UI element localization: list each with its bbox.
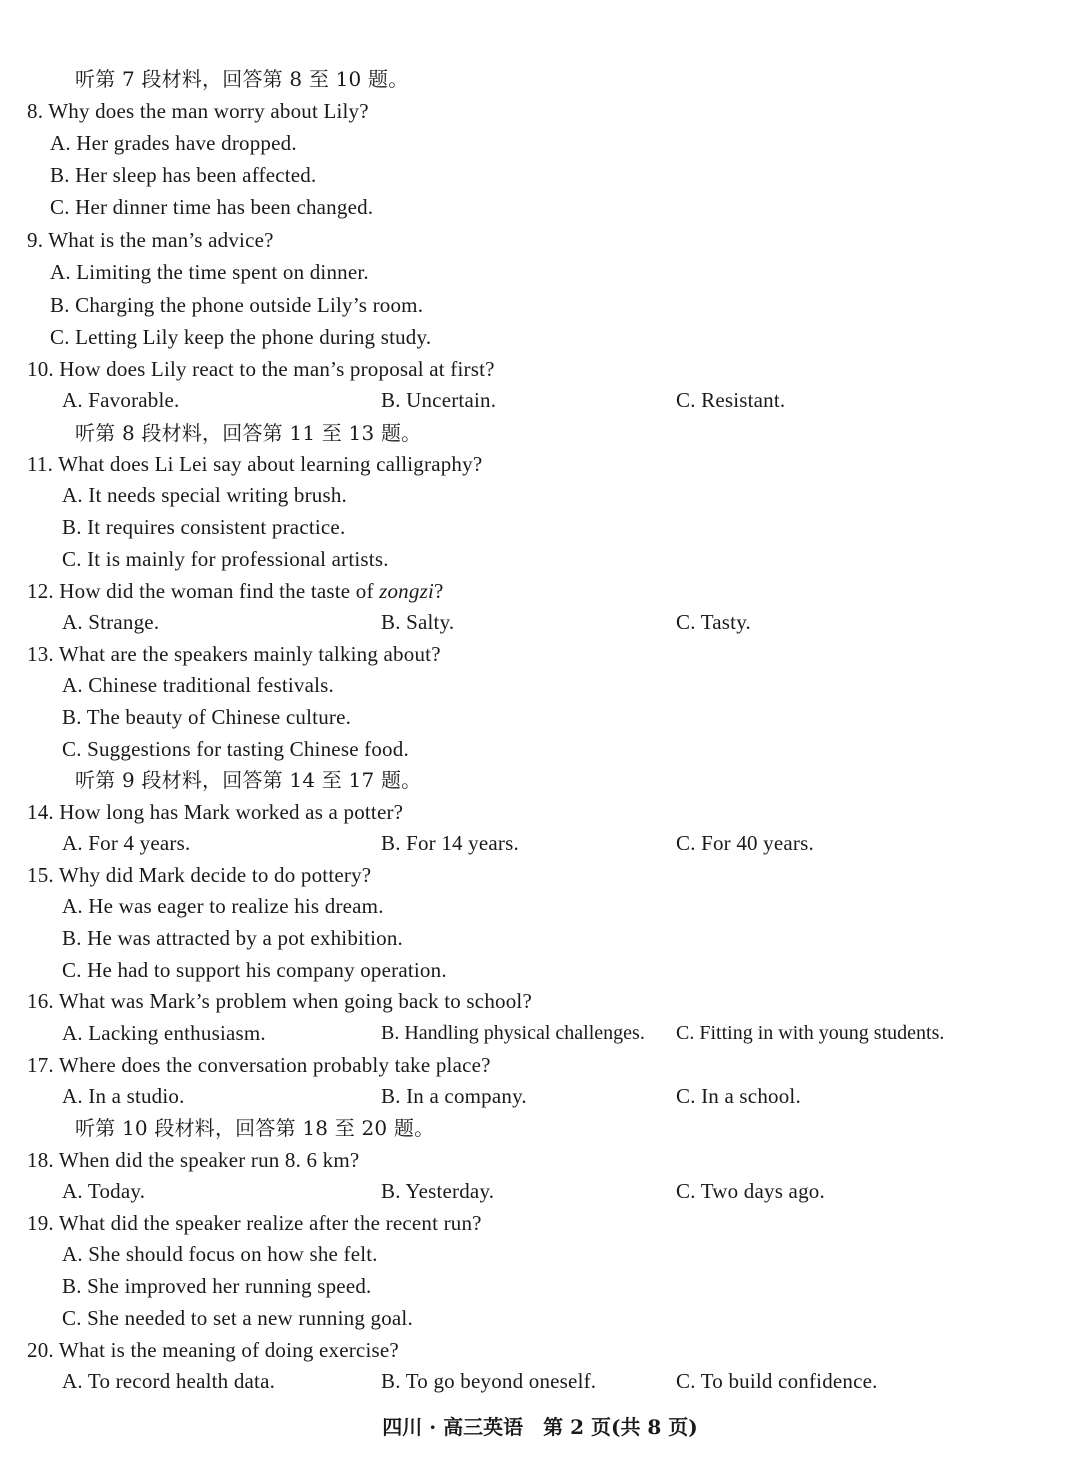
q8-option-c: C. Her dinner time has been changed. — [50, 195, 374, 219]
page-footer: 四川 · 高三英语 第 2 页(共 8 页) — [382, 1415, 698, 1439]
q18-option-b: B. Yesterday. — [381, 1179, 495, 1203]
question-8: 8. Why does the man worry about Lily? — [27, 99, 369, 123]
q15-option-b: B. He was attracted by a pot exhibition. — [62, 926, 403, 950]
q9-option-c: C. Letting Lily keep the phone during study. — [50, 325, 432, 349]
section-header-10: 听第 10 段材料，回答第 18 至 20 题。 — [75, 1116, 435, 1140]
q15-option-c: C. He had to support his company operation. — [62, 958, 447, 982]
q12-text-italic: zongzi — [379, 579, 434, 603]
question-13: 13. What are the speakers mainly talking about? — [27, 642, 441, 666]
q14-option-a: A. For 4 years. — [62, 831, 191, 855]
question-15: 15. Why did Mark decide to do pottery? — [27, 863, 372, 887]
q8-option-b: B. Her sleep has been affected. — [50, 163, 317, 187]
q12-option-b: B. Salty. — [381, 610, 455, 634]
q16-option-b: B. Handling physical challenges. — [381, 1022, 645, 1044]
section-header-8: 听第 8 段材料，回答第 11 至 13 题。 — [75, 421, 422, 445]
q12-option-c: C. Tasty. — [676, 610, 752, 634]
q11-option-c: C. It is mainly for professional artists. — [62, 547, 389, 571]
q15-option-a: A. He was eager to realize his dream. — [62, 894, 384, 918]
q10-option-b: B. Uncertain. — [381, 388, 497, 412]
q10-option-c: C. Resistant. — [676, 388, 786, 412]
question-17: 17. Where does the conversation probably take place? — [27, 1053, 491, 1077]
q17-option-c: C. In a school. — [676, 1084, 801, 1108]
q12-text-pre: 12. How did the woman find the taste of — [27, 579, 380, 603]
question-18: 18. When did the speaker run 8. 6 km? — [27, 1148, 360, 1172]
q10-option-a: A. Favorable. — [62, 388, 180, 412]
q9-option-b: B. Charging the phone outside Lily’s room. — [50, 293, 424, 317]
q12-text-post: ? — [434, 579, 444, 603]
q14-option-b: B. For 14 years. — [381, 831, 519, 855]
q20-option-c: C. To build confidence. — [676, 1369, 878, 1393]
q13-option-c: C. Suggestions for tasting Chinese food. — [62, 737, 409, 761]
q16-option-a: A. Lacking enthusiasm. — [62, 1021, 266, 1045]
q11-option-b: B. It requires consistent practice. — [62, 515, 346, 539]
q12-option-a: A. Strange. — [62, 610, 160, 634]
q17-option-b: B. In a company. — [381, 1084, 527, 1108]
q13-option-a: A. Chinese traditional festivals. — [62, 673, 334, 697]
question-12 — [27, 578, 444, 604]
q8-option-a: A. Her grades have dropped. — [50, 131, 297, 155]
question-19: 19. What did the speaker realize after the recent run? — [27, 1211, 482, 1235]
question-10: 10. How does Lily react to the man’s proposal at first? — [27, 357, 495, 381]
q9-option-a: A. Limiting the time spent on dinner. — [50, 260, 369, 284]
q20-option-a: A. To record health data. — [62, 1369, 276, 1393]
q11-option-a: A. It needs special writing brush. — [62, 483, 347, 507]
question-14: 14. How long has Mark worked as a potter? — [27, 800, 404, 824]
q13-option-b: B. The beauty of Chinese culture. — [62, 705, 352, 729]
q19-option-b: B. She improved her running speed. — [62, 1274, 372, 1298]
question-9: 9. What is the man’s advice? — [27, 228, 274, 252]
q18-option-c: C. Two days ago. — [676, 1179, 825, 1203]
q14-option-c: C. For 40 years. — [676, 831, 814, 855]
q20-option-b: B. To go beyond oneself. — [381, 1369, 597, 1393]
question-20: 20. What is the meaning of doing exercise? — [27, 1338, 399, 1362]
question-16: 16. What was Mark’s problem when going back to school? — [27, 989, 532, 1013]
q17-option-a: A. In a studio. — [62, 1084, 185, 1108]
section-header-9: 听第 9 段材料，回答第 14 至 17 题。 — [75, 768, 422, 792]
question-11: 11. What does Li Lei say about learning calligraphy? — [27, 452, 483, 476]
q16-option-c: C. Fitting in with young students. — [676, 1022, 945, 1044]
section-header-7: 听第 7 段材料，回答第 8 至 10 题。 — [75, 67, 409, 91]
q19-option-a: A. She should focus on how she felt. — [62, 1242, 378, 1266]
q19-option-c: C. She needed to set a new running goal. — [62, 1306, 413, 1330]
q18-option-a: A. Today. — [62, 1179, 146, 1203]
